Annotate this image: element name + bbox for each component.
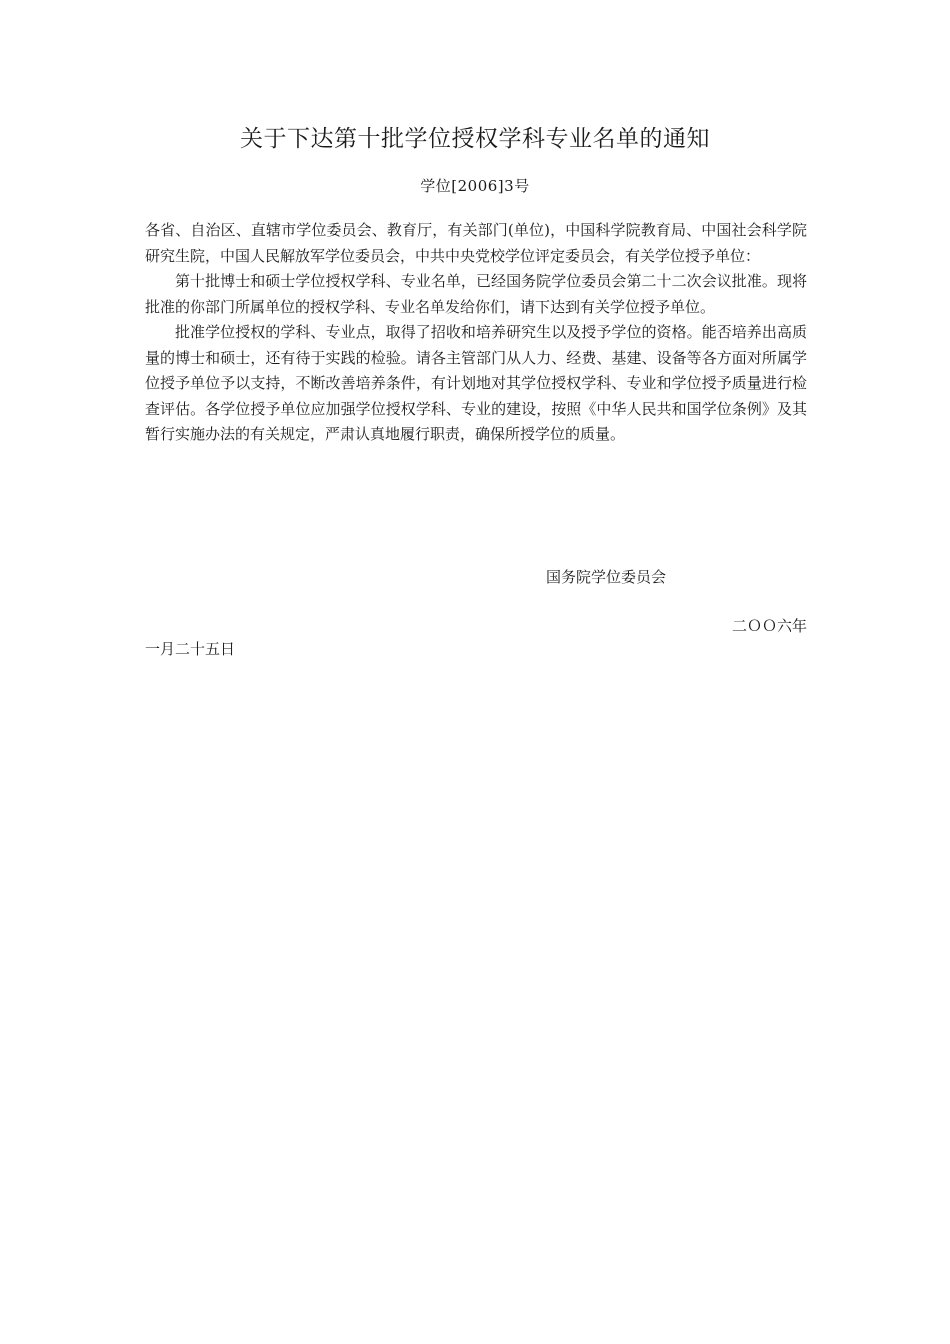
document-number: 学位[2006]3号 bbox=[420, 177, 530, 195]
date-year: 二ＯＯ六年 bbox=[731, 617, 807, 635]
document-body bbox=[145, 218, 807, 448]
signatory: 国务院学位委员会 bbox=[546, 568, 667, 586]
document-title: 关于下达第十批学位授权学科专业名单的通知 bbox=[240, 126, 710, 152]
date-month-day: 一月二十五日 bbox=[145, 640, 236, 658]
paragraph-1: 第十批博士和硕士学位授权学科、专业名单，已经国务院学位委员会第二十二次会议批准。现将批准的你部门所属单位的授权学科、专业名单发给你们，请下达到有关学位授予单位。 bbox=[145, 272, 807, 316]
paragraph-2: 批准学位授权的学科、专业点，取得了招收和培养研究生以及授予学位的资格。能否培养出高质量的博士和硕士，还有待于实践的检验。请各主管部门从人力、经费、基建、设备等各方面对所属学位授予单位予以支持，不断改善培养条件，有计划地对其学位授权学科、专业和学位授予质量进行检查评估。各学位授予单位应加强学位授权学科、专业的建设，按照《中华人民共和国学位条例》及其暂行实施办法的有关规定，严肃认真地履行职责，确保所授学位的质量。 bbox=[145, 323, 807, 443]
salutation: 各省、自治区、直辖市学位委员会、教育厅，有关部门(单位)，中国科学院教育局、中国社会科学院研究生院，中国人民解放军学位委员会，中共中央党校学位评定委员会，有关学位授予单位： bbox=[145, 221, 807, 265]
